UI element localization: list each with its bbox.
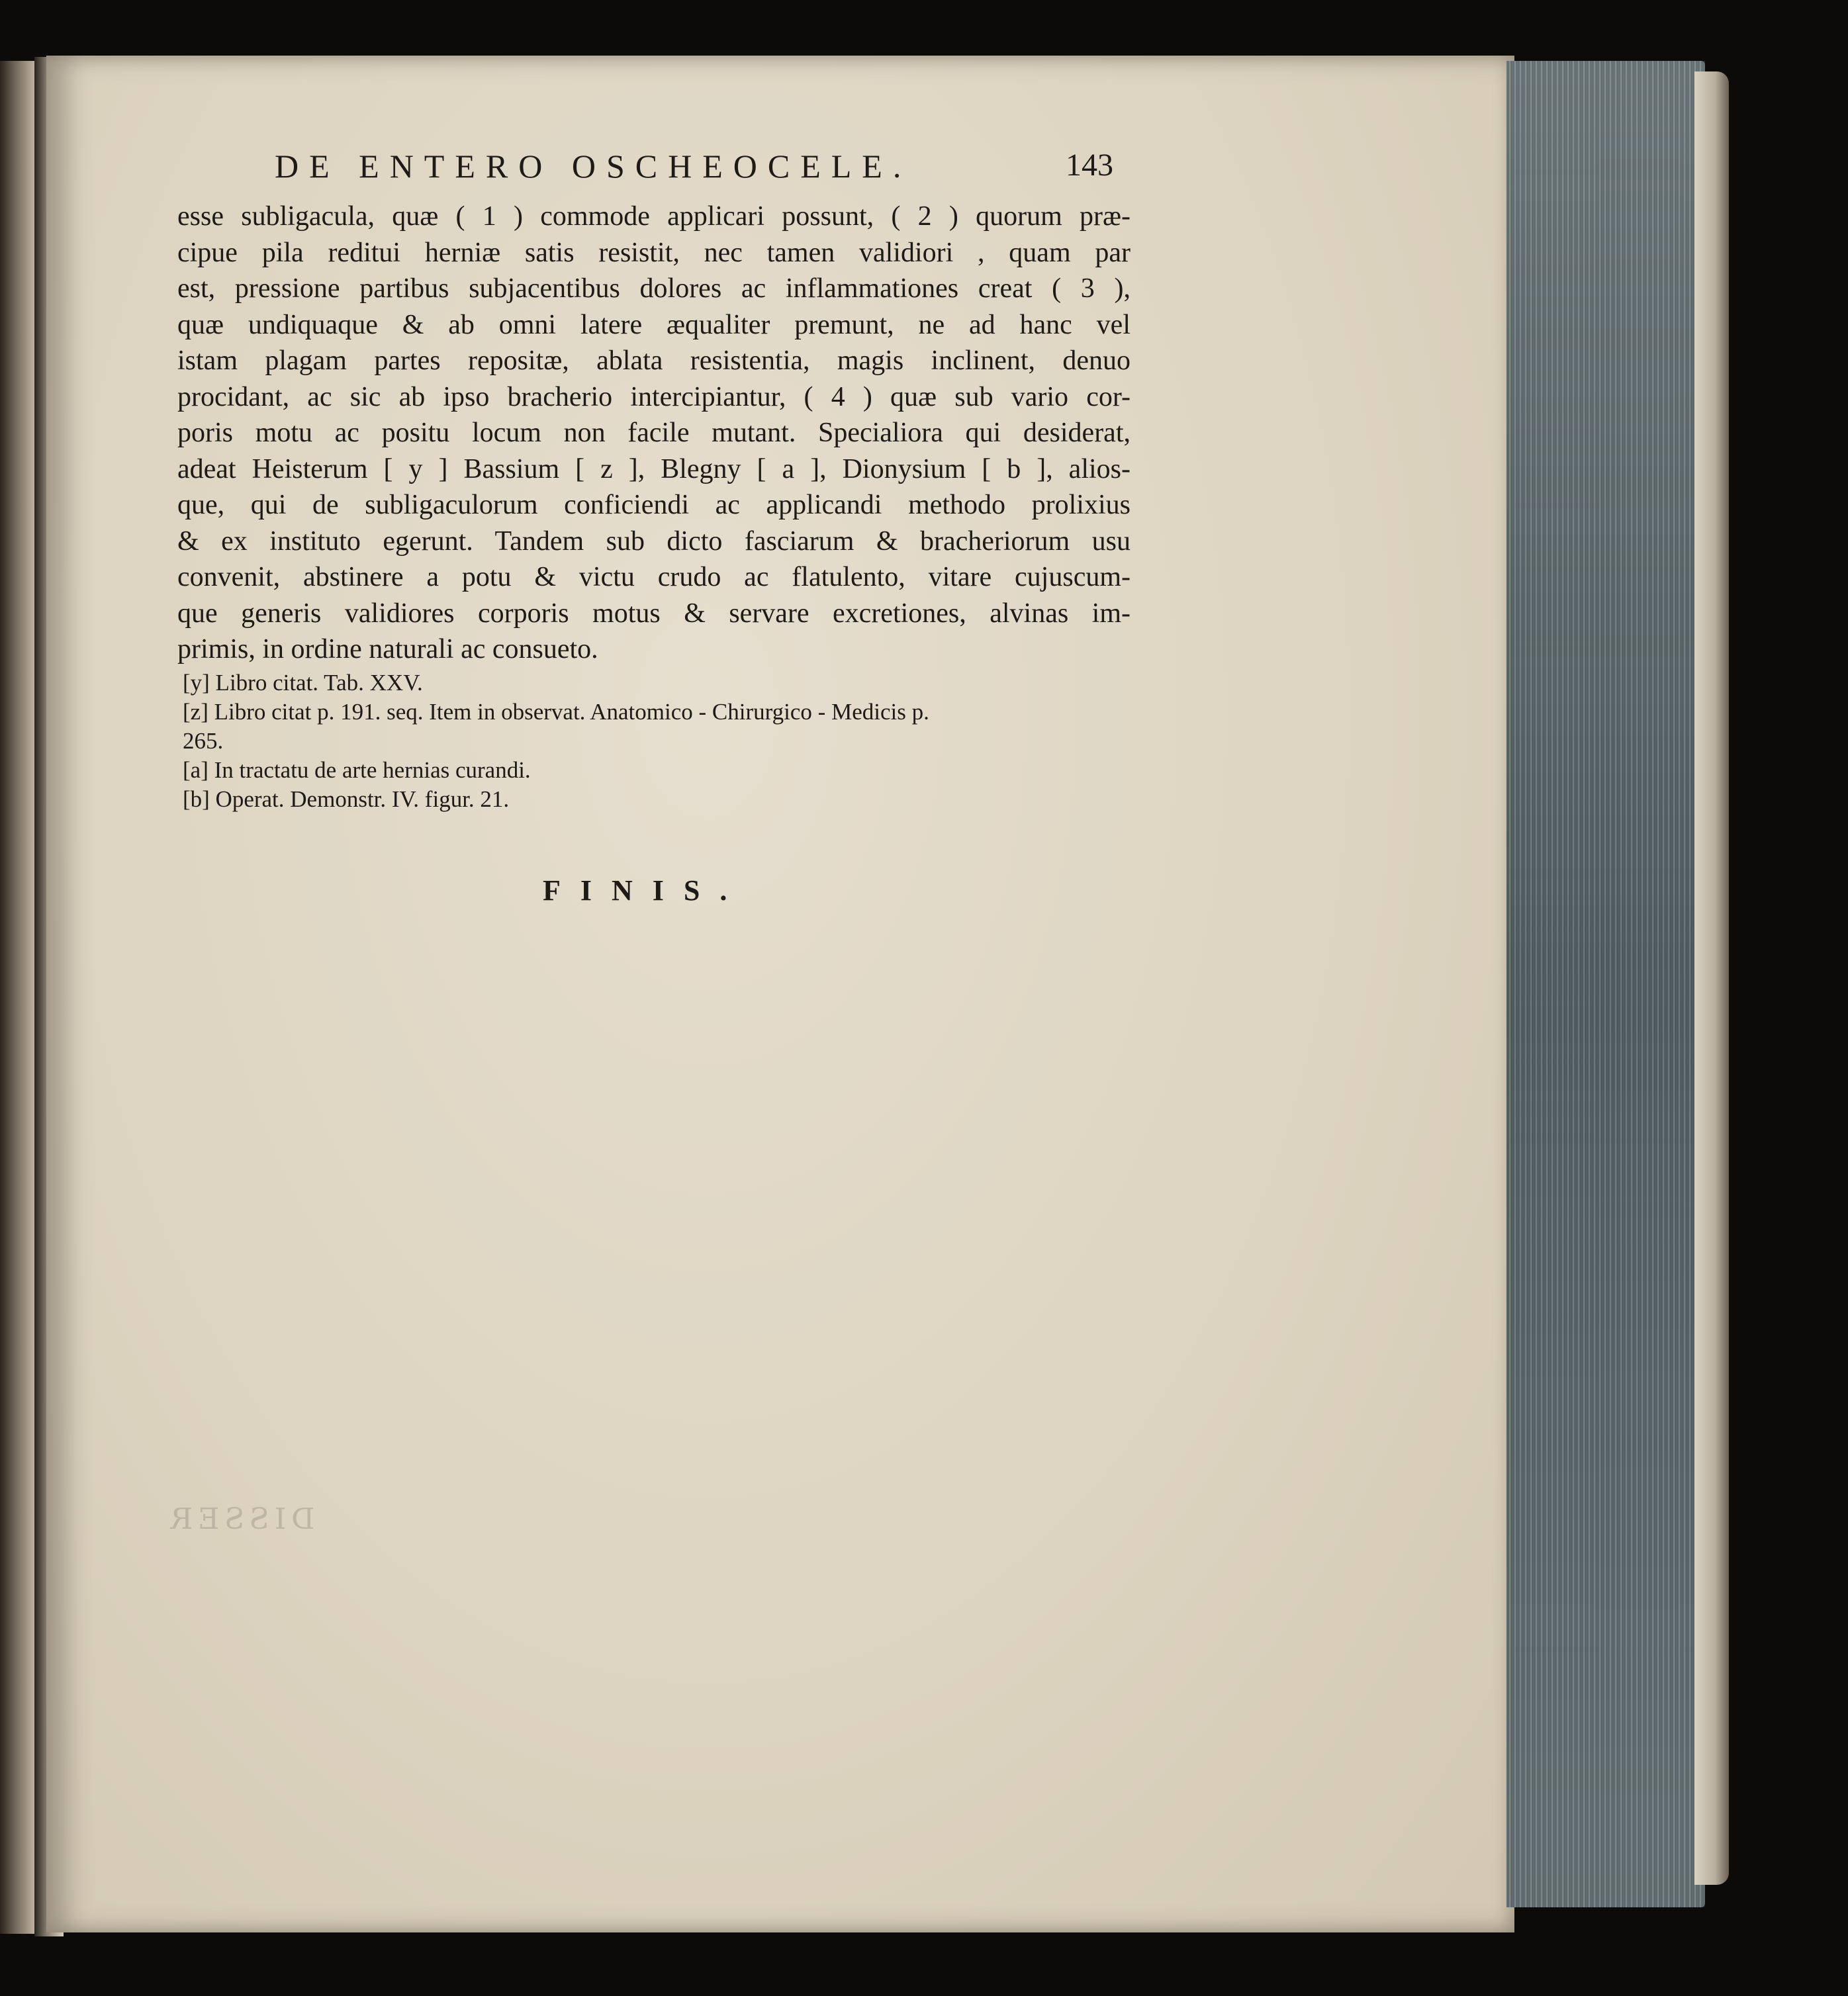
- body-line: que, qui de subligaculorum conficiendi ac applicandi methodo prolixius: [177, 490, 1131, 520]
- footnote: [b] Operat. Demonstr. IV. figur. 21.: [183, 786, 510, 812]
- body-line: & ex instituto egerunt. Tandem sub dicto fasciarum & bracheriorum usu: [177, 525, 1131, 557]
- bleed-through-text: DISSER: [165, 1502, 315, 1536]
- body-line: procidant, ac sic ab ipso bracherio intercipiantur, ( 4 ) quæ sub vario cor-: [177, 381, 1131, 412]
- body-line: quæ undiquaque & ab omni latere æqualiter premunt, ne ad hanc vel: [177, 309, 1131, 340]
- footnote: 265.: [183, 728, 224, 754]
- body-line: poris motu ac positu locum non facile mutant. Specialiora qui desiderat,: [177, 418, 1131, 448]
- page-block-edges: [1506, 61, 1705, 1907]
- body-line: istam plagam partes repositæ, ablata resistentia, magis inclinent, denuo: [177, 345, 1131, 376]
- page-number: 143: [1066, 148, 1113, 183]
- body-line: primis, in ordine naturali ac consueto.: [177, 634, 598, 664]
- finis: FINIS.: [543, 874, 747, 907]
- body-text: [177, 199, 1131, 668]
- body-line: que generis validiores corporis motus & servare excretiones, alvinas im-: [177, 598, 1131, 629]
- body-line: adeat Heisterum [ y ] Bassium [ z ], Blegny [ a ], Dionysium [ b ], alios-: [177, 453, 1131, 484]
- body-line: convenit, abstinere a potu & victu crudo ac flatulento, vitare cujuscum-: [177, 562, 1131, 592]
- footnotes: [183, 668, 1136, 814]
- body-line: est, pressione partibus subjacentibus dolores ac inflammationes creat ( 3 ),: [177, 273, 1131, 304]
- footnote: [y] Libro citat. Tab. XXV.: [183, 670, 423, 696]
- body-line: cipue pila reditui herniæ satis resistit, nec tamen validiori , quam par: [177, 237, 1131, 268]
- footnote: [a] In tractatu de arte hernias curandi.: [183, 757, 531, 783]
- body-line: esse subligacula, quæ ( 1 ) commode applicari possunt, ( 2 ) quorum præ-: [177, 201, 1131, 232]
- footnote: [z] Libro citat p. 191. seq. Item in observat. Anatomico - Chirurgico - Medicis p.: [183, 699, 929, 725]
- running-head: DE ENTERO OSCHEOCELE.: [275, 148, 912, 185]
- cover-edge: [1694, 71, 1729, 1885]
